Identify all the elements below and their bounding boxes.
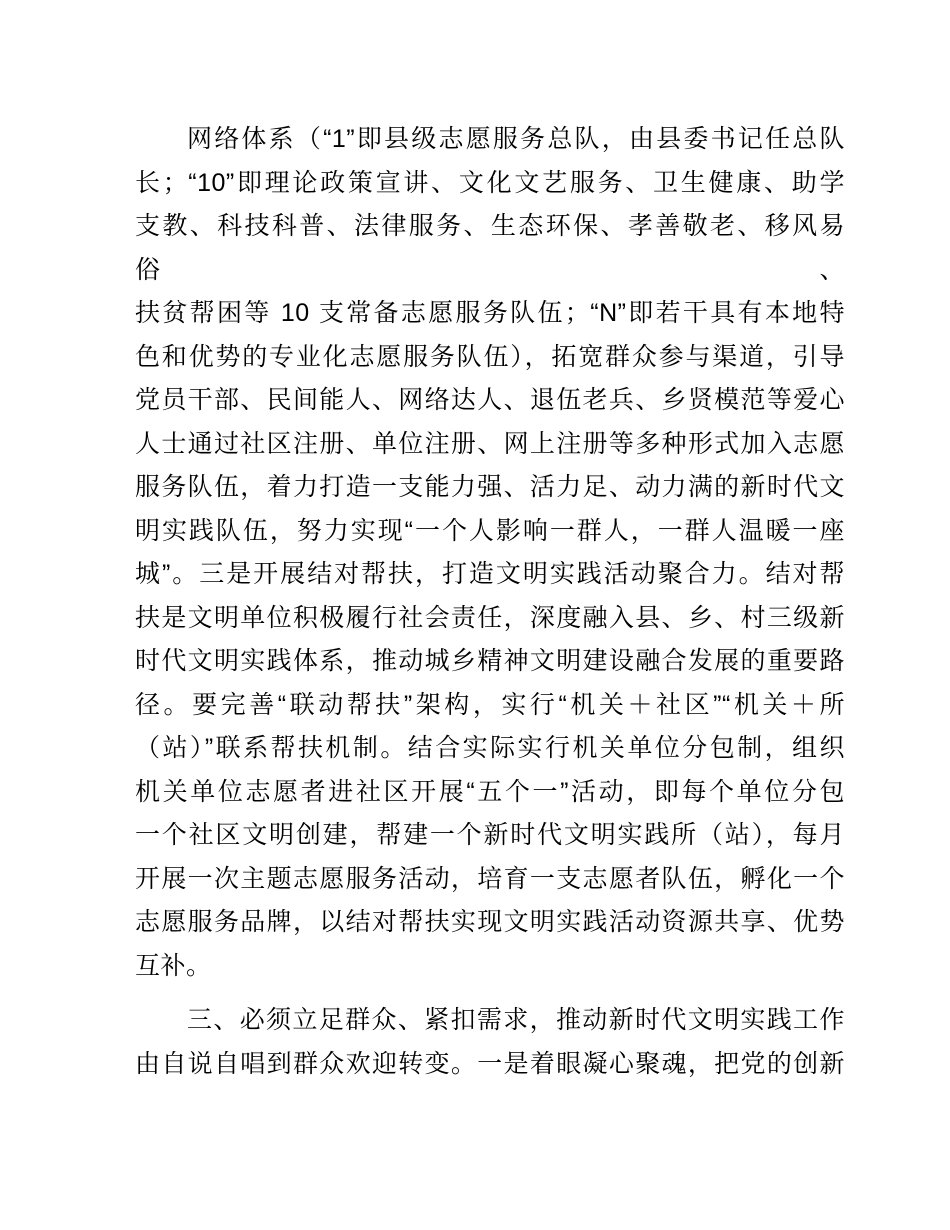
text-line: 党员干部、民间能人、网络达人、退伍老兵、乡贤模范等爱心 — [135, 386, 845, 414]
text-line: 径。要完善“联动帮扶”架构，实行“机关＋社区”“机关＋所 — [135, 690, 845, 719]
text-line: （站）”联系帮扶机制。结合实际实行机关单位分包制，组织 — [135, 734, 845, 762]
text-line: 支教、科技科普、法律服务、生态环保、孝善敬老、移风易俗、 — [135, 212, 845, 284]
text-line: 由自说自唱到群众欢迎转变。一是着眼凝心聚魂，把党的创新 — [135, 1049, 845, 1078]
document-text-block — [135, 118, 845, 1086]
text-line: 志愿服务品牌，以结对帮扶实现文明实践活动资源共享、优势 — [135, 908, 845, 936]
text-line: 开展一次主题志愿服务活动，培育一支志愿者队伍，孵化一个 — [135, 864, 845, 893]
text-line: 扶是文明单位积极履行社会责任，深度融入县、乡、村三级新 — [135, 603, 845, 632]
paragraph-volunteer-network — [135, 118, 845, 988]
text-line: 网络体系（“1”即县级志愿服务总队，由县委书记任总队 — [187, 125, 845, 153]
text-line: 一个社区文明创建，帮建一个新时代文明实践所（站），每月 — [135, 821, 845, 849]
text-line: 长；“10”即理论政策宣讲、文化文艺服务、卫生健康、助学 — [135, 168, 845, 197]
text-line: 扶贫帮困等 10 支常备志愿服务队伍；“N”即若干具有本地特 — [135, 299, 845, 327]
text-line: 明实践队伍，努力实现“一个人影响一群人，一群人温暖一座 — [135, 516, 845, 545]
text-line: 机关单位志愿者进社区开展“五个一”活动，即每个单位分包 — [135, 777, 845, 806]
text-line: 互补。 — [135, 951, 212, 980]
text-line: 三、必须立足群众、紧扣需求，推动新时代文明实践工作 — [187, 1006, 845, 1034]
text-line: 服务队伍，着力打造一支能力强、活力足、动力满的新时代文 — [135, 473, 845, 501]
text-line: 城”。三是开展结对帮扶，打造文明实践活动聚合力。结对帮 — [135, 560, 845, 588]
text-line: 色和优势的专业化志愿服务队伍），拓宽群众参与渠道，引导 — [135, 342, 845, 371]
text-line: 时代文明实践体系，推动城乡精神文明建设融合发展的重要路 — [135, 647, 845, 675]
text-line: 人士通过社区注册、单位注册、网上注册等多种形式加入志愿 — [135, 429, 845, 458]
paragraph-section-three — [135, 999, 845, 1086]
